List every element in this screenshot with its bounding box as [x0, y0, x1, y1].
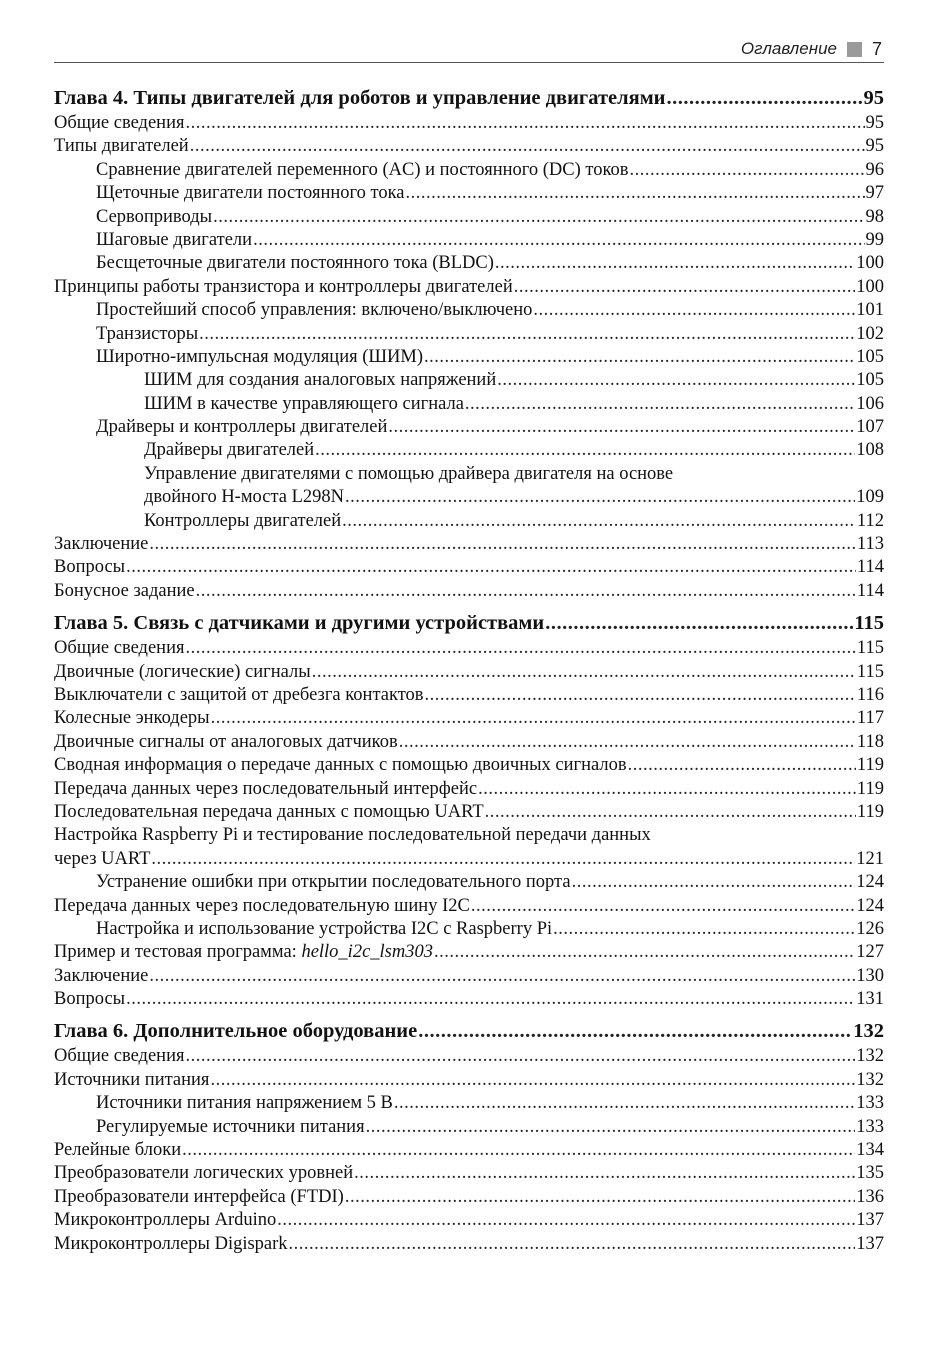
- entry-label: Заключение: [54, 534, 149, 555]
- leader-dots: [289, 1233, 856, 1256]
- leader-dots: [478, 778, 856, 801]
- entry-page: 108: [856, 440, 884, 461]
- toc-entry[interactable]: [54, 1186, 884, 1209]
- entry-page: 137: [856, 1233, 884, 1254]
- entry-label: Пример и тестовая программа: hello_i2c_lsm303: [54, 942, 433, 963]
- entry-page: 131: [856, 989, 884, 1010]
- leader-dots: [406, 182, 865, 205]
- toc-entry[interactable]: [54, 439, 884, 462]
- entry-label: Колесные энкодеры: [54, 708, 210, 729]
- entry-label: Общие сведения: [54, 638, 185, 659]
- table-of-contents: [54, 86, 884, 1264]
- toc-entry[interactable]: [54, 918, 884, 941]
- toc-entry[interactable]: [54, 135, 884, 158]
- toc-entry[interactable]: [54, 1139, 884, 1162]
- toc-entry[interactable]: [54, 871, 884, 894]
- entry-page: 109: [856, 487, 884, 508]
- leader-dots: [211, 707, 856, 730]
- entry-page: 134: [856, 1140, 884, 1161]
- entry-label: Принципы работы транзистора и контроллеры двигателей: [54, 276, 513, 297]
- entry-page: 114: [856, 557, 884, 578]
- entry-page: 96: [865, 159, 884, 180]
- leader-dots: [628, 754, 856, 777]
- toc-entry[interactable]: [54, 182, 884, 205]
- toc-entry[interactable]: [54, 1116, 884, 1139]
- entry-label: Транзисторы: [96, 323, 199, 344]
- toc-entry[interactable]: [54, 533, 884, 556]
- leader-dots: [149, 533, 856, 556]
- entry-page: 95: [865, 136, 884, 157]
- entry-label: ШИМ в качестве управляющего сигнала: [144, 393, 464, 414]
- toc-entry[interactable]: [54, 707, 884, 730]
- leader-dots: [418, 1019, 852, 1044]
- toc-entry[interactable]: [54, 346, 884, 369]
- leader-dots: [210, 1069, 855, 1092]
- toc-entry[interactable]: [54, 252, 884, 275]
- toc-entry-line[interactable]: [54, 463, 884, 486]
- leader-dots: [434, 941, 855, 964]
- entry-page: 99: [865, 229, 884, 250]
- leader-dots: [186, 112, 865, 135]
- entry-label: Преобразователи логических уровней: [54, 1163, 354, 1184]
- toc-entry[interactable]: [54, 276, 884, 299]
- entry-page: 95: [865, 113, 884, 133]
- entry-page: 118: [856, 731, 884, 752]
- entry-page: 136: [856, 1186, 884, 1207]
- entry-label-italic: hello_i2c_lsm303: [301, 942, 433, 963]
- entry-label-cont: через UART: [54, 848, 151, 869]
- entry-label: Сервоприводы: [96, 206, 213, 227]
- entry-page: 102: [856, 323, 884, 344]
- entry-page: 132: [856, 1069, 884, 1090]
- entry-label: Выключатели с защитой от дребезга контактов: [54, 684, 424, 705]
- entry-label: Общие сведения: [54, 113, 185, 133]
- entry-page: 124: [856, 895, 884, 916]
- leader-dots: [572, 871, 856, 894]
- entry-page: 117: [856, 708, 884, 729]
- toc-entry[interactable]: [54, 965, 884, 988]
- toc-entry[interactable]: [54, 754, 884, 777]
- leader-dots: [186, 637, 856, 660]
- entry-label: Вопросы: [54, 989, 126, 1010]
- entry-label: Микроконтроллеры Digispark: [54, 1233, 288, 1254]
- entry-label: Управление двигателями с помощью драйвера двигателя на основе: [144, 463, 674, 484]
- entry-page: 112: [856, 510, 884, 531]
- entry-label: Шаговые двигатели: [96, 229, 253, 250]
- leader-dots: [312, 661, 856, 684]
- entry-page: 133: [856, 1093, 884, 1114]
- entry-page: 133: [856, 1116, 884, 1137]
- chapter-heading[interactable]: [54, 86, 884, 111]
- leader-dots: [424, 346, 855, 369]
- entry-page: 116: [856, 684, 884, 705]
- leader-dots: [253, 229, 864, 252]
- toc-entry[interactable]: [54, 112, 884, 135]
- entry-label: ШИМ для создания аналоговых напряжений: [144, 370, 497, 391]
- header-square-icon: [847, 42, 862, 57]
- toc-entry[interactable]: [54, 416, 884, 439]
- toc-entry[interactable]: [54, 778, 884, 801]
- chapter-block: [54, 86, 884, 603]
- toc-entry[interactable]: [54, 229, 884, 252]
- toc-entry[interactable]: [54, 580, 884, 603]
- toc-entry[interactable]: [54, 988, 884, 1011]
- entry-label: Регулируемые источники питания: [96, 1116, 365, 1137]
- entry-label: Устранение ошибки при открытии последовательного порта: [96, 872, 571, 893]
- entry-page: 135: [856, 1163, 884, 1184]
- entry-label: Источники питания напряжением 5 В: [96, 1093, 393, 1114]
- leader-dots: [394, 1092, 855, 1115]
- entry-label: Драйверы двигателей: [144, 440, 315, 461]
- entry-label: Настройка и использование устройства I2C с Raspberry Pi: [96, 918, 553, 939]
- leader-dots: [425, 684, 856, 707]
- toc-entry[interactable]: [54, 801, 884, 824]
- leader-dots: [196, 580, 856, 603]
- leader-dots: [126, 556, 856, 579]
- entry-page: 107: [856, 417, 884, 438]
- toc-entry[interactable]: [54, 206, 884, 229]
- leader-dots: [199, 323, 855, 346]
- entry-label: Контроллеры двигателей: [144, 510, 342, 531]
- chapter-heading[interactable]: [54, 611, 884, 636]
- entry-label: Типы двигателей: [54, 136, 189, 157]
- entry-label: Передача данных через последовательный интерфейс: [54, 778, 478, 799]
- leader-dots: [345, 1186, 855, 1209]
- toc-entry-line[interactable]: [54, 824, 884, 847]
- chapter-title: Глава 5. Связь с датчиками и другими устройствами: [54, 612, 545, 635]
- entry-label: Двоичные (логические) сигналы: [54, 661, 311, 682]
- entry-page: 113: [856, 534, 884, 555]
- toc-entry[interactable]: [54, 323, 884, 346]
- running-title: Оглавление: [740, 39, 837, 58]
- entry-label: Общие сведения: [54, 1046, 185, 1067]
- toc-entry[interactable]: [54, 1092, 884, 1115]
- toc-entry[interactable]: [54, 848, 884, 871]
- entry-page: 100: [856, 253, 884, 274]
- toc-entry[interactable]: [54, 556, 884, 579]
- entry-label: Сравнение двигателей переменного (AC) и постоянного (DC) токов: [96, 159, 629, 180]
- leader-dots: [190, 135, 865, 158]
- entry-page: 106: [856, 393, 884, 414]
- entry-label: Драйверы и контроллеры двигателей: [96, 417, 388, 438]
- leader-dots: [514, 276, 856, 299]
- toc-entry[interactable]: [54, 510, 884, 533]
- toc-entry[interactable]: [54, 1069, 884, 1092]
- entry-label: Простейший способ управления: включено/выключено: [96, 300, 533, 321]
- toc-entry[interactable]: [54, 661, 884, 684]
- entry-label: Щеточные двигатели постоянного тока: [96, 183, 405, 204]
- leader-dots: [149, 965, 855, 988]
- toc-entry[interactable]: [54, 1162, 884, 1185]
- toc-entry[interactable]: [54, 731, 884, 754]
- entry-label: Микроконтроллеры Arduino: [54, 1210, 277, 1231]
- chapter-page: 115: [854, 612, 884, 635]
- entry-page: 97: [865, 183, 884, 204]
- leader-dots: [666, 86, 862, 111]
- entry-page: 132: [856, 1046, 884, 1067]
- entry-label: Преобразователи интерфейса (FTDI): [54, 1186, 344, 1207]
- toc-entry[interactable]: [54, 393, 884, 416]
- entry-page: 126: [856, 918, 884, 939]
- leader-dots: [342, 510, 856, 533]
- entry-page: 100: [856, 276, 884, 297]
- entry-page: 121: [856, 848, 884, 869]
- toc-entry[interactable]: [54, 684, 884, 707]
- toc-entry[interactable]: [54, 159, 884, 182]
- leader-dots: [354, 1162, 855, 1185]
- leader-dots: [497, 369, 855, 392]
- entry-page: 137: [856, 1210, 884, 1231]
- entry-page: 119: [856, 778, 884, 799]
- leader-dots: [186, 1045, 856, 1068]
- page-number: 7: [871, 38, 882, 59]
- leader-dots: [213, 206, 864, 229]
- toc-entry[interactable]: [54, 637, 884, 660]
- chapter-heading[interactable]: [54, 1019, 884, 1044]
- entry-label: Сводная информация о передаче данных с помощью двоичных сигналов: [54, 755, 627, 776]
- entry-page: 115: [856, 661, 884, 682]
- leader-dots: [465, 393, 855, 416]
- entry-label: Двоичные сигналы от аналоговых датчиков: [54, 731, 398, 752]
- entry-label: Источники питания: [54, 1069, 210, 1090]
- entry-label: Последовательная передача данных с помощью UART: [54, 801, 484, 822]
- entry-page: 119: [856, 801, 884, 822]
- leader-dots: [485, 801, 856, 824]
- leader-dots: [366, 1116, 856, 1139]
- entry-page: 98: [865, 206, 884, 227]
- leader-dots: [151, 848, 855, 871]
- toc-entry[interactable]: [54, 1045, 884, 1068]
- toc-entry[interactable]: [54, 369, 884, 392]
- chapter-title: Глава 4. Типы двигателей для роботов и управление двигателями: [54, 87, 666, 109]
- leader-dots: [345, 486, 855, 509]
- entry-page: 127: [856, 942, 884, 963]
- toc-entry[interactable]: [54, 1233, 884, 1256]
- chapter-block: [54, 611, 884, 1011]
- toc-entry[interactable]: [54, 941, 884, 964]
- entry-page: 119: [856, 755, 884, 776]
- leader-dots: [315, 439, 855, 462]
- leader-dots: [277, 1209, 855, 1232]
- entry-page: 130: [856, 965, 884, 986]
- chapter-block: [54, 1019, 884, 1256]
- leader-dots: [388, 416, 855, 439]
- chapter-page: 132: [853, 1020, 884, 1043]
- entry-label: Бонусное задание: [54, 580, 195, 601]
- leader-dots: [495, 252, 855, 275]
- leader-dots: [399, 731, 856, 754]
- leader-dots: [545, 611, 853, 636]
- entry-label-cont: двойного H-моста L298N: [144, 487, 345, 508]
- entry-page: 114: [856, 580, 884, 601]
- entry-label: Передача данных через последовательную шину I2C: [54, 895, 470, 916]
- toc-entry[interactable]: [54, 895, 884, 918]
- entry-label: Бесщеточные двигатели постоянного тока (BLDC): [96, 253, 494, 274]
- leader-dots: [533, 299, 855, 322]
- leader-dots: [630, 159, 865, 182]
- entry-page: 124: [856, 872, 884, 893]
- entry-page: 115: [856, 638, 884, 659]
- entry-label: Вопросы: [54, 557, 126, 578]
- entry-label: Заключение: [54, 965, 149, 986]
- entry-page: 105: [856, 370, 884, 391]
- leader-dots: [182, 1139, 855, 1162]
- entry-label: Настройка Raspberry Pi и тестирование последовательной передачи данных: [54, 825, 651, 846]
- entry-page: 105: [856, 346, 884, 367]
- chapter-page: 95: [863, 87, 884, 109]
- leader-dots: [126, 988, 855, 1011]
- toc-entry[interactable]: [54, 486, 884, 509]
- entry-label: Релейные блоки: [54, 1140, 182, 1161]
- entry-page: 101: [856, 300, 884, 321]
- toc-entry[interactable]: [54, 299, 884, 322]
- entry-label: Широтно-импульсная модуляция (ШИМ): [96, 346, 424, 367]
- chapter-title: Глава 6. Дополнительное оборудование: [54, 1020, 418, 1043]
- toc-entry[interactable]: [54, 1209, 884, 1232]
- leader-dots: [471, 895, 855, 918]
- running-header: [54, 36, 884, 63]
- leader-dots: [553, 918, 855, 941]
